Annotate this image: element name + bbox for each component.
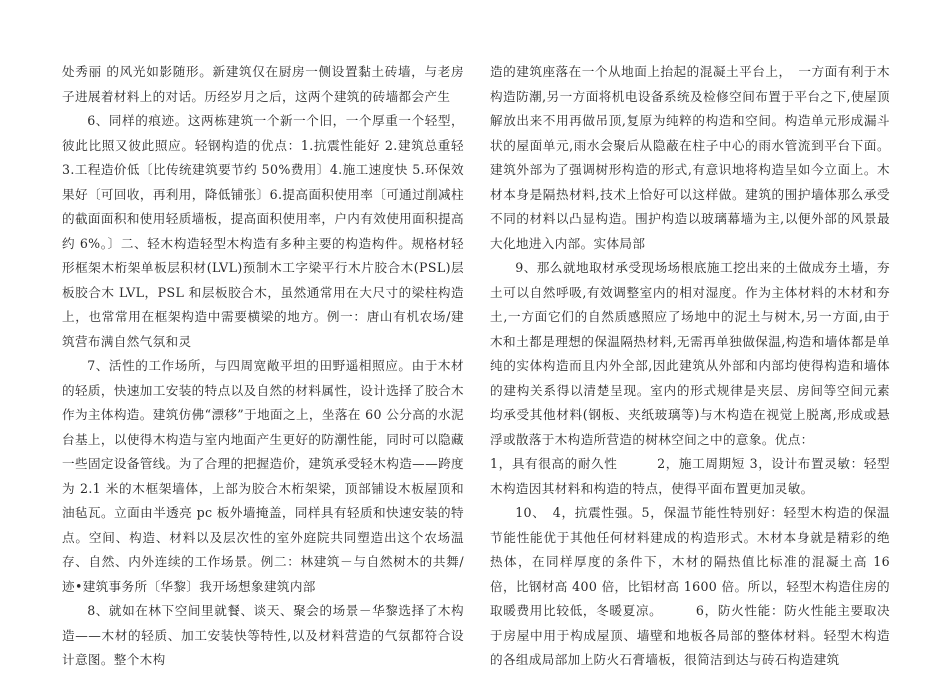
paragraph: 处秀丽 的风光如影随形。新建筑仅在厨房一侧设置黏土砖墙，与老房子进展着材料上的对话。历经岁月之后，这两个建筑的砖墙都会产生 bbox=[62, 64, 464, 104]
paragraph: 造的建筑座落在一个从地面上抬起的混凝土平台上， 一方面有利于木构造防潮,另一方面将机电设备系统及检修空间布置于平台之下,使屋顶解放出来不用再做吊顶,复原为纯粹的构造和空间。构造单元形成漏斗状的屋面单元,雨水会聚后从隐蔽在柱子中心的雨水管流到平台下面。建筑外部为了强调树形构造的形式,有意识地将构造呈如今立面上。木材本身是隔热材料,技术上恰好可以这样做。建筑的围护墙体那么承受不同的材料以凸显构造。围护构造以玻璃幕墙为主,以便外部的风景最大化地进入内部。实体局部 bbox=[490, 64, 890, 251]
paragraph: 7、活性的工作场所，与四周宽敞平坦的田野遥相照应。由于木材的轻质，快速加工安装的特点以及自然的材料属性，设计选择了胶合木作为主体构造。建筑仿佛“漂移”于地面之上，坐落在 60 公分高的水泥台基上，以使得木构造与室内地面产生更好的防潮性能，同时可以隐藏一些固定设备管线。为了合理的把握造价，建筑承受轻木构造——跨度为 2.1 米的木框架墙体，上部为胶合木桁架梁，顶部铺设木板屋顶和油毡瓦。立面由半透亮 pc 板外墙掩盖，同样具有轻质和快速安装的特点。空间、构造、材料以及层次性的室外庭院共同塑造出这个农场温存、自然、内外连续的工作场景。例二：林建筑－与自然树木的共舞/迹•建筑事务所〔华黎〕我开场想象建筑内部 bbox=[62, 358, 464, 594]
paragraph: 9、那么就地取材承受现场场根底施工挖出来的土做成夯土墙，夯土可以自然呼吸,有效调整室内的相对湿度。作为主体材料的木材和夯土,一方面它们的自然质感照应了场地中的泥土与树木,另一方面,由于木和土都是理想的保温隔热材料,无需再单独做保温,构造和墙体都是单纯的实体构造而且内外全部,因此建筑从外部和内部均使得构造和墙体的建构关系得以清楚呈现。室内的形式规律是夹层、房间等空间元素均承受其他材料(钢板、夹纸玻璃等)与木构造在视觉上脱离,形成或悬浮或散落于木构造所营造的树林空间之中的意象。优点： bbox=[490, 260, 890, 447]
paragraph: 1，具有很高的耐久性 2，施工周期短 3，设计布置灵敏：轻型木构造因其材料和构造的特点，使得平面布置更加灵敏。 bbox=[490, 456, 890, 496]
paragraph: 10、 4，抗震性强。5，保温节能性特别好：轻型木构造的保温节能性能优于其他任何材料建成的构造形式。木材本身就是精彩的绝热体，在同样厚度的条件下，木材的隔热值比标准的混凝土高 16 倍，比钢材高 400 倍，比铝材高 1600 倍。所以，轻型木构造住房的取暖费用比较低，冬暖夏凉。 6，防火性能：防火性能主要取决于房屋中用于构成屋顶、墙壁和地板各局部的整体材料。轻型木构造的各组成局部加上防火石膏墙板，很简洁到达与砖石构造建筑 bbox=[490, 505, 890, 667]
paragraph: 6、同样的痕迹。这两栋建筑一个新一个旧，一个厚重一个轻型，彼此比照又彼此照应。轻钢构造的优点：1.抗震性能好 2.建筑总重轻 3.工程造价低〔比传统建筑要节约 50%费用〕4.施工速度快 5.环保效果好〔可回收，再利用，降低铺张〕6.提高面积使用率〔可通过削减柱的截面面积和使用轻质墙板，提高面积使用率，户内有效使用面积提高约 6%。〕二、轻木构造轻型木构造有多种主要的构造构件。规格材轻形框架木桁架单板层积材(LVL)预制木工字梁平行木片胶合木(PSL)层板胶合木 LVL，PSL 和层板胶合木，虽然通常用在大尺寸的梁柱构造上，也常常用在框架构造中需要横梁的地方。例一：唐山有机农场/建筑营布满自然气氛和灵 bbox=[62, 113, 464, 349]
paragraph: 8、就如在林下空间里就餐、谈天、聚会的场景－华黎选择了木构造——木材的轻质、加工安装快等特性,以及材料营造的气氛都符合设计意图。整个木构 bbox=[62, 603, 464, 667]
left-text-column bbox=[62, 60, 464, 673]
right-text-column bbox=[490, 60, 890, 673]
